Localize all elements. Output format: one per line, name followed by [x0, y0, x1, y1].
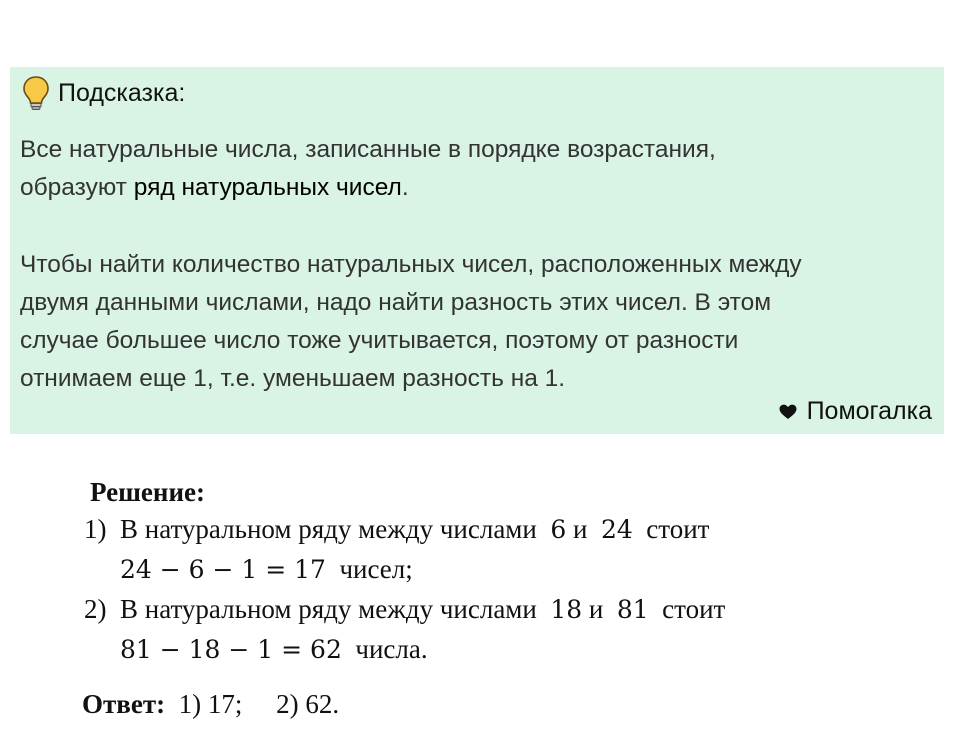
- math-value: 81: [616, 595, 649, 624]
- answer-value: 2) 62.: [276, 689, 340, 719]
- solution-step-1-result: [120, 554, 413, 585]
- step-text: стоит: [646, 514, 710, 544]
- math-value: 6: [550, 515, 567, 544]
- hint-line: отнимаем еще 1, т.е. уменьшаем разность на 1.: [20, 365, 566, 392]
- hint-title: Подсказка:: [58, 78, 186, 107]
- answer-value: 1) 17;: [178, 689, 243, 719]
- step-number: 1): [84, 514, 107, 544]
- hint-line: двумя данными числами, надо найти разность этих чисел. В этом: [20, 289, 772, 316]
- answer-line: [82, 689, 339, 720]
- hint-line: Чтобы найти количество натуральных чисел, расположенных между: [20, 251, 802, 278]
- math-value: 24: [600, 515, 633, 544]
- answer-label: Ответ:: [82, 689, 166, 719]
- hint-line: Все натуральные числа, записанные в порядке возрастания,: [20, 136, 716, 163]
- step-text: стоит: [662, 594, 726, 624]
- step-text: В натуральном ряду между числами: [120, 594, 537, 624]
- solution-step-2: [84, 594, 725, 625]
- solution-step-2-result: [120, 634, 428, 665]
- hint-text-fragment: образуют: [20, 174, 134, 201]
- step-text: числа.: [355, 634, 428, 664]
- math-expression: 24 − 6 − 1 = 17: [120, 555, 326, 584]
- step-number: 2): [84, 594, 107, 624]
- hint-text-fragment: .: [401, 174, 409, 201]
- math-value: 18: [550, 595, 583, 624]
- step-text: В натуральном ряду между числами: [120, 514, 537, 544]
- hint-highlight: ряд натуральных чисел: [133, 174, 402, 201]
- solution-title: Решение:: [90, 477, 205, 507]
- brand-name: Помогалка: [806, 397, 932, 425]
- step-text: и: [588, 594, 604, 624]
- step-text: чисел;: [339, 554, 413, 584]
- step-text: и: [573, 514, 588, 544]
- math-expression: 81 − 18 − 1 = 62: [120, 635, 342, 664]
- solution-step-1: [84, 514, 709, 545]
- hint-line: случае большее число тоже учитывается, поэтому от разности: [20, 327, 739, 354]
